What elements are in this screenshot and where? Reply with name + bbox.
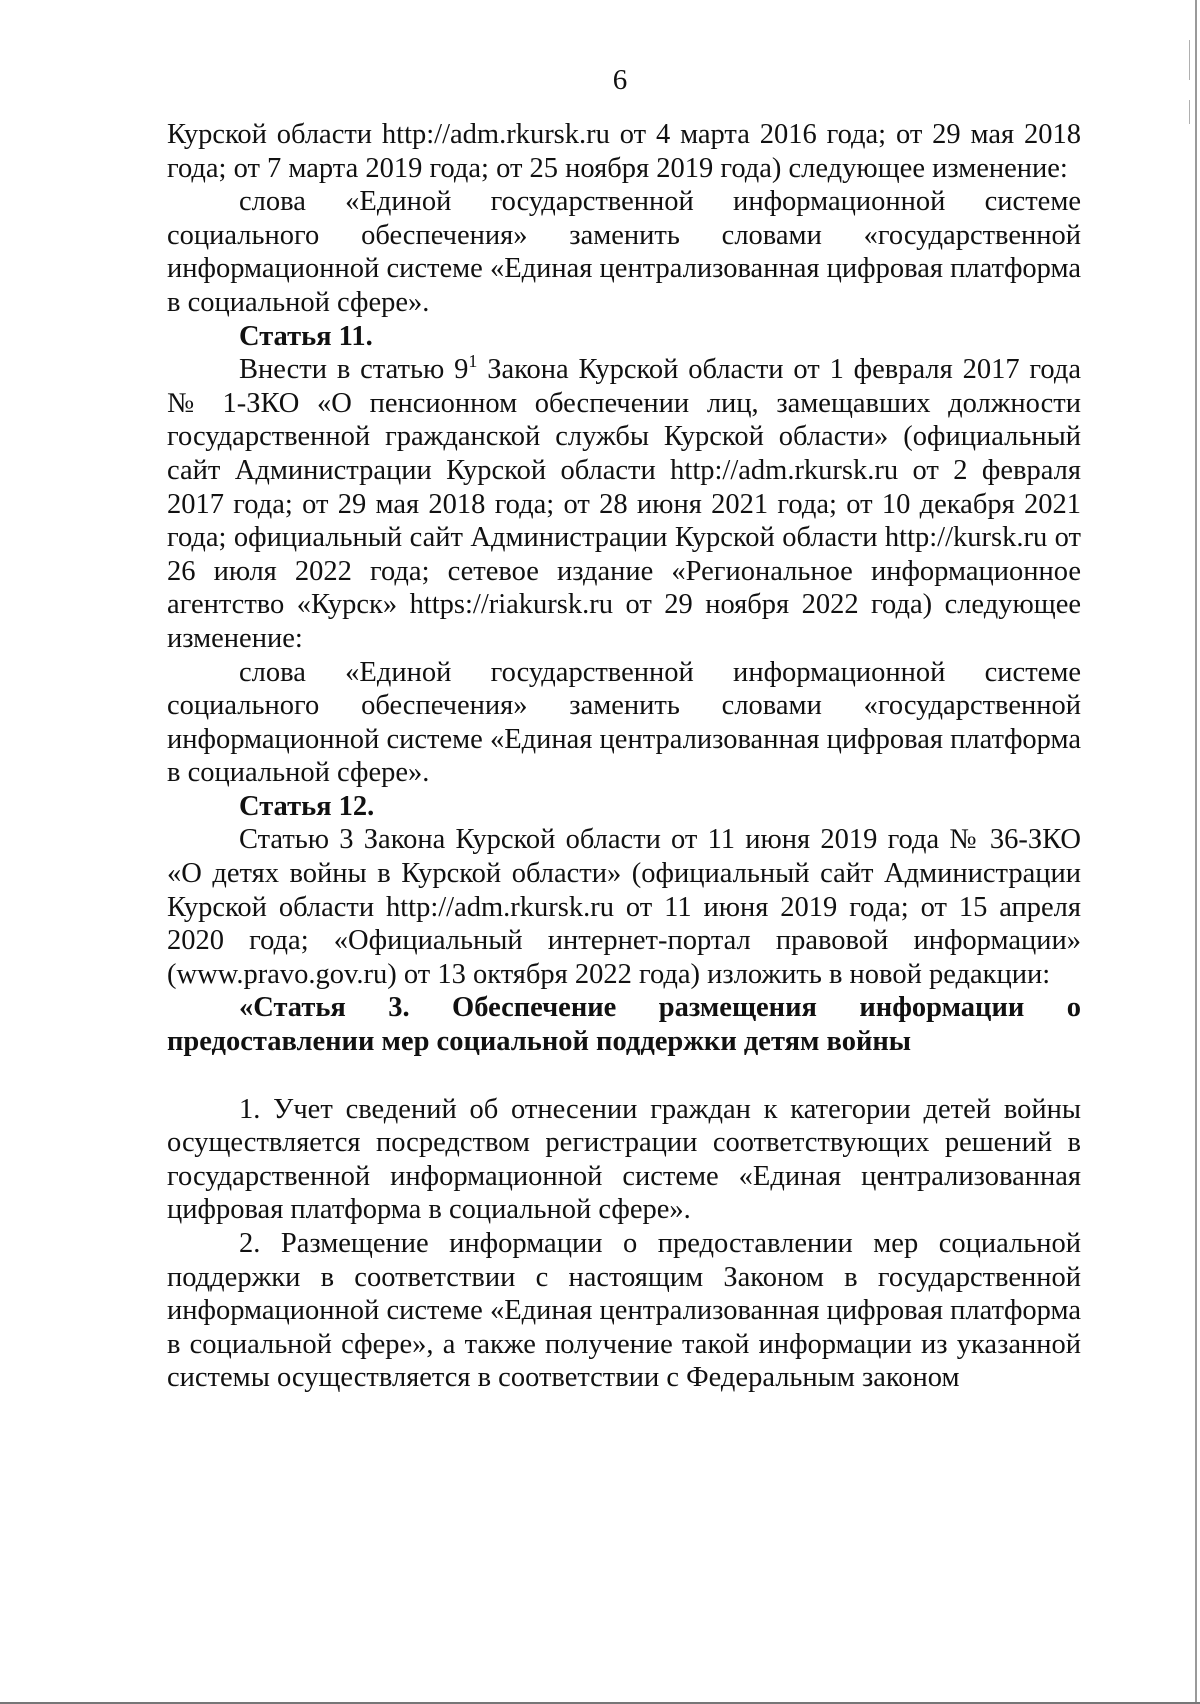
paragraph-amendment-10: слова «Единой государственной информационной системе социального обеспечения» заменить словами «государственной информационной системе «Единая централизованная цифровая платформа в социальной сфере». xyxy=(167,186,1081,318)
article-11-intro-text-a: Внести в статью 9 xyxy=(239,354,469,386)
scan-right-edge xyxy=(1195,0,1197,1704)
paragraph-amendment-11: слова «Единой государственной информационной системе социального обеспечения» заменить словами «государственной информационной системе «Единая централизованная цифровая платформа в социальной сфере». xyxy=(167,656,1081,789)
scan-edge-mark xyxy=(1189,40,1190,80)
document-body xyxy=(167,118,1081,1395)
superscript-1: 1 xyxy=(468,351,478,372)
article-11-heading: Статья 11. xyxy=(239,320,373,352)
page-number: 6 xyxy=(612,64,628,96)
paragraph-article-12-intro: Статью 3 Закона Курской области от 11 июня 2019 года № 36-ЗКО «О детях войны в Курской области» (официальный сайт Администрации Курской области http://adm.rkursk.ru от 11 июня 2019 года; от 15 апреля 2020 года; «Официальный интернет-портал правовой информации» (www.pravo.gov.ru) от 13 октября 2022 года) изложить в новой редакции: xyxy=(167,824,1081,990)
article-3-title: «Статья 3. Обеспечение размещения информации о предоставлении мер социальной поддержки детям войны xyxy=(167,992,1081,1058)
paragraph-article-11-intro xyxy=(167,353,1081,655)
paragraph-item-2: 2. Размещение информации о предоставлении мер социальной поддержки в соответствии с настоящим Законом в государственной информационной системе «Единая централизованная цифровая платформа в социальной сфере», а также получение такой информации из указанной системы осуществляется в соответствии с Федеральным законом xyxy=(167,1228,1081,1394)
paragraph-continuation: Курской области http://adm.rkursk.ru от 4 марта 2016 года; от 29 мая 2018 года; от 7 марта 2019 года; от 25 ноября 2019 года) следующее изменение: xyxy=(167,119,1081,184)
scan-edge-mark xyxy=(1189,100,1190,124)
article-12-heading: Статья 12. xyxy=(239,790,375,822)
paragraph-item-1: 1. Учет сведений об отнесении граждан к категории детей войны осуществляется посредством регистрации соответствующих решений в государственной информационной системе «Единая централизованная цифровая платформа в социальной сфере». xyxy=(167,1093,1081,1226)
article-11-intro-text-b: Закона Курской области от 1 февраля 2017 года № 1-ЗКО «О пенсионном обеспечении лиц, замещавших должности государственной гражданской службы Курской области» (официальный сайт Администрации Курской области http://adm.rkursk.ru от 2 февраля 2017 года; от 29 мая 2018 года; от 28 июня 2021 года; от 10 декабря 2021 года; официальный сайт Администрации Курской области http://kursk.ru от 26 июля 2022 года; сетевое издание «Региональное информационное агентство «Курск» https://riakursk.ru от 29 ноября 2022 года) следующее изменение: xyxy=(167,354,1081,654)
